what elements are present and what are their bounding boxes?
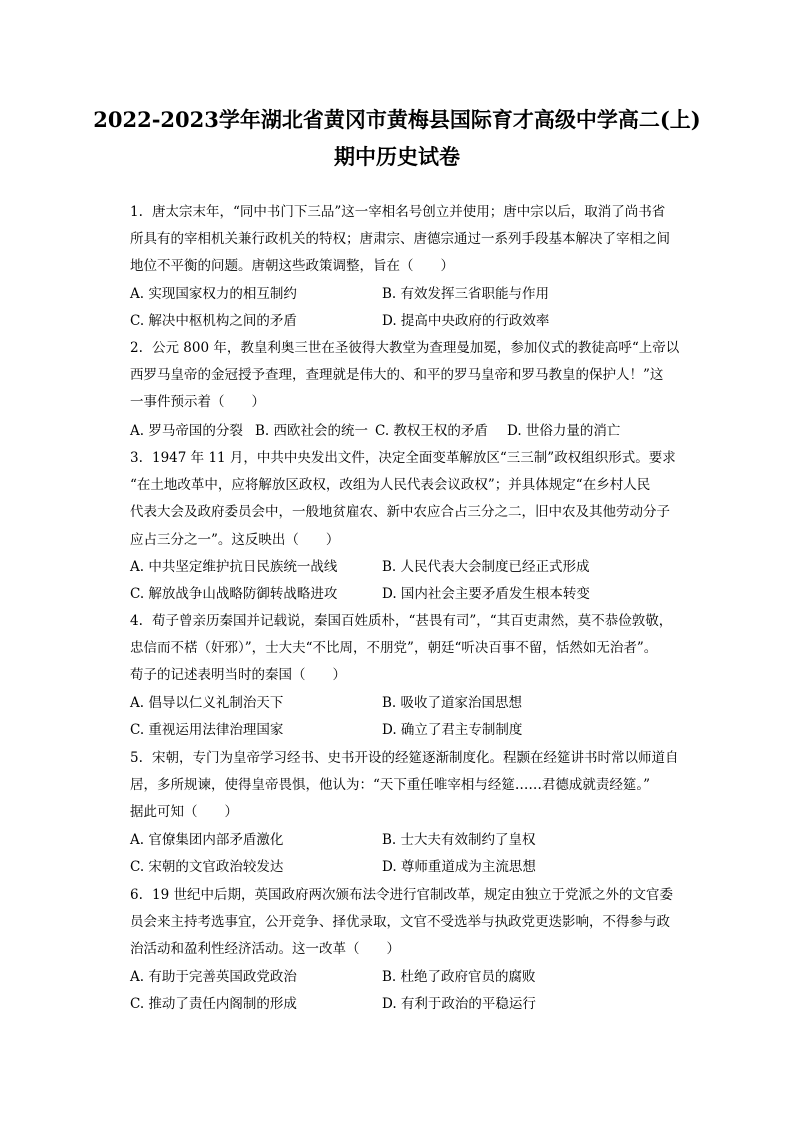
question-6-option-c[interactable]: C. 推动了责任内阁制的形成: [130, 996, 297, 1012]
question-2-line-2: 西罗马皇帝的金冠授予查理，查理就是伟大的、和平的罗马皇帝和罗马教皇的保护人！”这: [130, 367, 664, 384]
question-1-option-c[interactable]: C. 解决中枢机构之间的矛盾: [130, 313, 297, 329]
question-5-option-c[interactable]: C. 宋朝的文官政治较发达: [130, 859, 284, 875]
question-5-line-2: 居，多所规谏，使得皇帝畏惧，他认为：“天下重任唯宰相与经筵……君德成就责经筵。”: [130, 777, 651, 794]
question-6-option-d[interactable]: D. 有利于政治的平稳运行: [382, 996, 536, 1012]
question-4-line-1: 4. 荀子曾亲历秦国并记载说，秦国百姓质朴，“甚畏有司”，“其百吏肃然，莫不恭俭敦敬，: [130, 608, 695, 635]
question-4-line-3: 荀子的记述表明当时的秦国（ ）: [130, 667, 346, 684]
question-1-options-row-2: [130, 308, 695, 335]
question-6-option-a[interactable]: A. 有助于完善英国政党政治: [130, 969, 297, 985]
question-5-option-b[interactable]: B. 士大夫有效制约了皇权: [382, 832, 536, 848]
question-3-line-4: 应占三分之一”。这反映出（ ）: [130, 531, 340, 548]
question-2-line-1: 2. 公元 800 年，教皇利奥三世在圣彼得大教堂为查理曼加冕，参加仪式的教徒高呼“上帝以: [130, 335, 695, 362]
question-4-option-d[interactable]: D. 确立了君主专制制度: [382, 722, 523, 738]
question-2-option-c[interactable]: C. 教权王权的矛盾: [375, 423, 488, 439]
question-6-line-1: 6. 19 世纪中后期，英国政府两次颁布法令进行官制改革，规定由独立于党派之外的文官委: [130, 882, 695, 909]
question-number: 3.: [130, 450, 143, 466]
question-5: [130, 745, 695, 827]
question-5-options-row-2: [130, 854, 695, 881]
question-6-option-b[interactable]: B. 杜绝了政府官员的腐败: [382, 969, 536, 985]
question-6-line-3: 治活动和盈利性经济活动。这一改革（ ）: [130, 941, 400, 958]
question-5-options-row-1: [130, 827, 695, 854]
question-number: 6.: [130, 887, 143, 903]
exam-title-line2: 期中历史试卷: [334, 144, 460, 169]
question-4-option-b[interactable]: B. 吸收了道家治国思想: [382, 695, 523, 711]
question-1-line-3: 地位不平衡的问题。唐朝这些政策调整，旨在（ ）: [130, 258, 454, 275]
question-2-option-a[interactable]: A. 罗马帝国的分裂: [130, 423, 243, 439]
question-2-option-d[interactable]: D. 世俗力量的消亡: [507, 423, 621, 439]
question-2-line-3: 一事件预示着（ ）: [130, 394, 265, 411]
question-5-line-3: 据此可知（ ）: [130, 804, 238, 821]
question-3-line-1: 3. 1947 年 11 月，中共中央发出文件，决定全面变革解放区“三三制”政权组织形式。要求: [130, 445, 695, 472]
question-4-option-a[interactable]: A. 倡导以仁义礼制治天下: [130, 695, 284, 711]
question-1-option-a[interactable]: A. 实现国家权力的相互制约: [130, 286, 297, 302]
question-3-option-a[interactable]: A. 中共坚定维护抗日民族统一战线: [130, 559, 338, 575]
question-6: [130, 882, 695, 964]
question-5-line-1: 5. 宋朝，专门为皇帝学习经书、史书开设的经筵逐渐制度化。程颢在经筵讲书时常以师道自: [130, 745, 695, 772]
question-4-option-c[interactable]: C. 重视运用法律治理国家: [130, 722, 284, 738]
question-3-option-b[interactable]: B. 人民代表大会制度已经正式形成: [382, 559, 590, 575]
question-2: [130, 335, 695, 417]
question-3-options-row-1: [130, 554, 695, 581]
question-4-line-2: 忠信而不楛（奸邪）”，士大夫“不比周，不朋党”，朝廷“听决百事不留，恬然如无治者”。: [130, 640, 658, 657]
question-3-option-c[interactable]: C. 解放战争山战略防御转战略进攻: [130, 586, 338, 602]
question-2-option-b[interactable]: B. 西欧社会的统一: [255, 423, 369, 439]
question-3: [130, 445, 695, 554]
question-1-options-row-1: [130, 281, 695, 308]
question-3-options-row-2: [130, 581, 695, 608]
question-1-option-b[interactable]: B. 有效发挥三省职能与作用: [382, 286, 550, 302]
question-number: 5.: [130, 750, 143, 766]
question-number: 4.: [130, 613, 143, 629]
question-4: [130, 608, 695, 690]
question-3-option-d[interactable]: D. 国内社会主要矛盾发生根本转变: [382, 586, 590, 602]
question-6-line-2: 员会来主持考选事宜，公开竞争、择优录取，文官不受选举与执政党更迭影响，不得参与政: [130, 914, 670, 931]
exam-title-line1: 2022-2023学年湖北省黄冈市黄梅县国际育才高级中学高二(上): [93, 107, 701, 132]
question-6-options-row-1: [130, 964, 695, 991]
question-3-line-2: “在土地改革中，应将解放区政权，改组为人民代表会议政权”；并具体规定“在乡村人民: [130, 477, 651, 494]
question-3-line-3: 代表大会及政府委员会中，一般地贫雇农、新中农应合占三分之二，旧中农及其他劳动分子: [130, 504, 670, 521]
question-4-options-row-2: [130, 717, 695, 744]
question-4-options-row-1: [130, 690, 695, 717]
question-1-line-1: 1. 唐太宗末年，“同中书门下三品”这一宰相名号创立并使用；唐中宗以后，取消了尚书省: [130, 199, 695, 226]
question-1-line-2: 所具有的宰相机关兼行政机关的特权；唐肃宗、唐德宗通过一系列手段基本解决了宰相之间: [130, 231, 670, 248]
question-5-option-d[interactable]: D. 尊师重道成为主流思想: [382, 859, 536, 875]
question-number: 2.: [130, 340, 143, 356]
question-2-options-row: [130, 418, 695, 445]
question-1: [130, 199, 695, 281]
question-number: 1.: [130, 204, 143, 220]
question-1-option-d[interactable]: D. 提高中央政府的行政效率: [382, 313, 550, 329]
question-6-options-row-2: [130, 991, 695, 1018]
question-5-option-a[interactable]: A. 官僚集团内部矛盾激化: [130, 832, 284, 848]
